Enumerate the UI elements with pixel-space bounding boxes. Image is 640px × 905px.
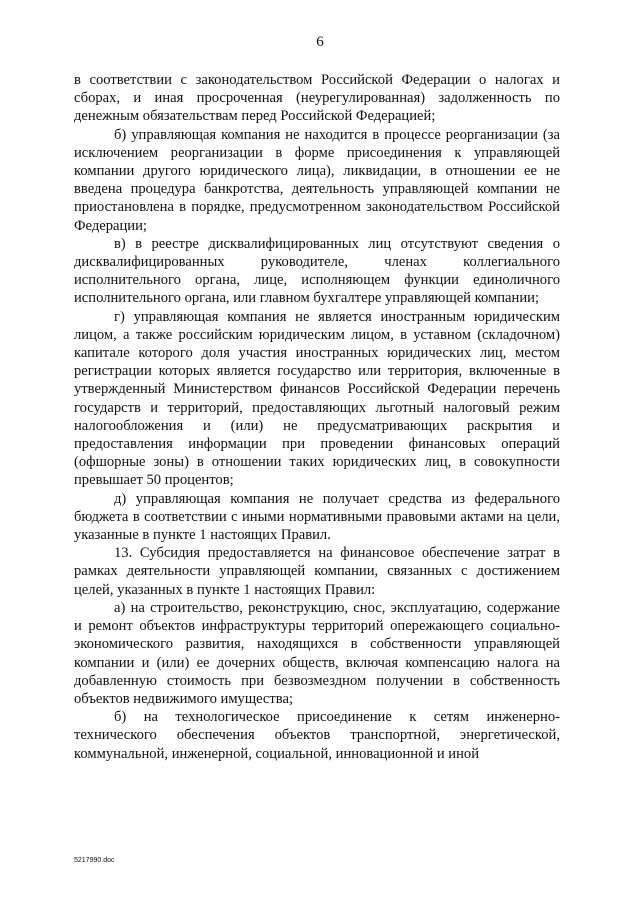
page-number: 6 bbox=[316, 34, 324, 50]
paragraph-item-v: в) в реестре дисквалифицированных лиц отсутствуют сведения о дисквалифицированных руководителе, членах коллегиального исполнительного органа, лице, исполняющем функции единоличного исполнительного органа, или главном бухгалтере управляющей компании; bbox=[74, 235, 560, 307]
paragraph-item-g: г) управляющая компания не является иностранным юридическим лицом, а также российским юридическим лицом, в уставном (складочном) капитале которого доля участия иностранных юридических лиц, местом регистрации которых является государство или территория, включенные в утвержденный Министерством финансов Российской Федерации перечень государств и территорий, предоставляющих льготный налоговый режим налогообложения и (или) не предусматривающих раскрытия и предоставления информации при проведении финансовых операций (офшорные зоны) в отношении таких юридических лиц, в совокупности превышает 50 процентов; bbox=[74, 308, 560, 489]
paragraph-item-b: б) управляющая компания не находится в процессе реорганизации (за исключением реорганизации в форме присоединения к управляющей компании другого юридического лица), ликвидации, в отношении ее не введена процедура банкротства, деятельность управляющей компании не приостановлена в порядке, предусмотренном законодательством Российской Федерации; bbox=[74, 126, 560, 234]
paragraph-item-a: а) на строительство, реконструкцию, снос, эксплуатацию, содержание и ремонт объектов инфраструктуры территорий опережающего социально-экономического развития, находящихся в собственности управляющей компании и (или) ее дочерних обществ, включая компенсацию налога на добавленную стоимость при безвозмездном получении в собственность объектов недвижимого имущества; bbox=[74, 599, 560, 707]
paragraph-item-d: д) управляющая компания не получает средства из федерального бюджета в соответствии с иными нормативными правовыми актами на цели, указанные в пункте 1 настоящих Правил. bbox=[74, 490, 560, 544]
paragraph-clause-13: 13. Субсидия предоставляется на финансовое обеспечение затрат в рамках деятельности управляющей компании, связанных с достижением целей, указанных в пункте 1 настоящих Правил: bbox=[74, 545, 560, 598]
document-body bbox=[74, 71, 560, 763]
paragraph-continuation: в соответствии с законодательством Российской Федерации о налогах и сборах, и иная просроченная (неурегулированная) задолженность по денежным обязательствам перед Российской Федерацией; bbox=[74, 72, 560, 125]
file-name-footer: 5217990.doc bbox=[74, 857, 115, 864]
paragraph-item-b-2: б) на технологическое присоединение к сетям инженерно-технического обеспечения объектов транспортной, энергетической, коммунальной, инженерной, социальной, инновационной и иной bbox=[74, 709, 560, 762]
